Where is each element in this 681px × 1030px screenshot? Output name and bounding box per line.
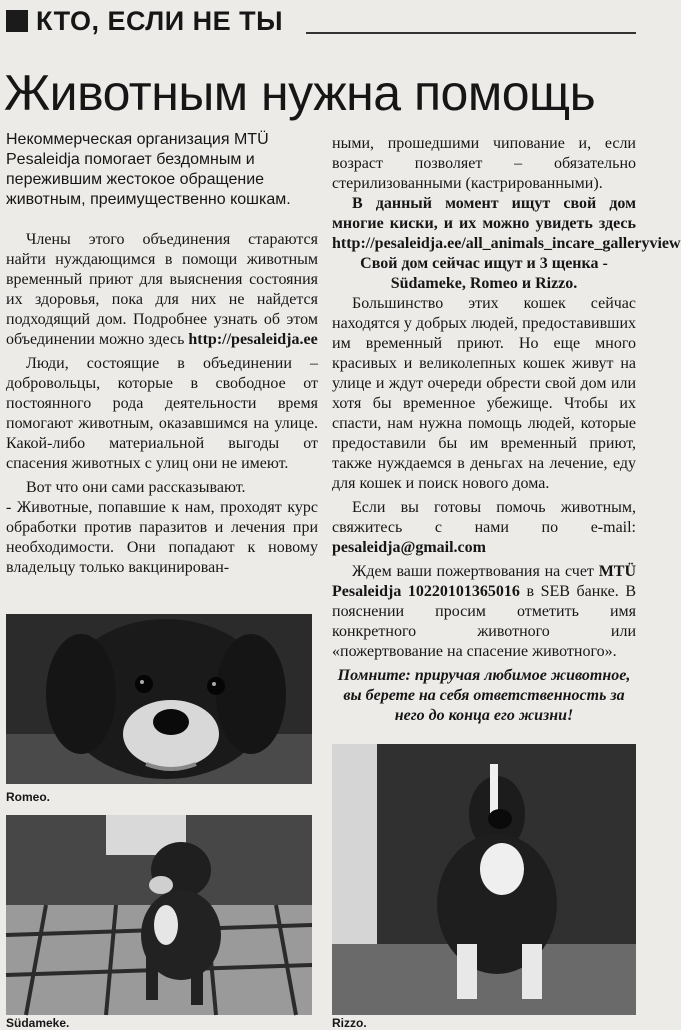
paragraph: Люди, состоящие в объединении – добровольцы, которые в свободное от постоянного рода деятельности время помогают животным, оказавшимся на улице. Какой-либо материальной выгоды от спасения животных с улиц они не имеют.	[6, 355, 318, 472]
puppy-rizzo-image	[332, 744, 636, 1015]
section-rubric	[6, 6, 636, 36]
puppy-romeo-image	[6, 614, 312, 784]
puppies-paragraph: Свой дом сейчас ищут и 3 щенка - Südameke, Romeo и Rizzo.	[360, 255, 608, 292]
rizzo-caption: Rizzo.	[332, 1016, 367, 1030]
romeo-caption: Romeo.	[6, 790, 51, 804]
paragraph	[332, 562, 636, 662]
article-headline: Животным нужна помощь	[4, 65, 596, 121]
article-column-2	[332, 134, 681, 726]
sudameke-caption: Südameke.	[6, 1016, 70, 1030]
paragraph-text: Если вы готовы помочь животным, свяжитесь с нами по e-mail:	[332, 499, 636, 536]
paragraph: Большинство этих кошек сейчас находятся у добрых людей, предоставивших им временный приют. Но еще много красивых и великолепных кошек живут на улице и ждут очереди обрести свой дом или хотя бы временное убежище. Чтобы их спасти, нам нужна помощь людей, которые предоставили бы им временный приют, также нуждаемся в деньгах на лечение, еду для кошек и поиск нового дома.	[332, 295, 636, 492]
paragraph-text: Ждем ваши пожертвования на счет	[352, 563, 594, 580]
puppy-sudameke-image	[6, 815, 312, 1015]
sudameke-photo	[6, 815, 312, 1015]
paragraph: ными, прошедшими чипование и, если возраст позволяет – обязательно стерилизованными (кастрированными).	[332, 135, 636, 192]
gallery-link-paragraph[interactable]: В данный момент ищут свой дом многие киски, и их можно увидеть здесь http://pesaleidja.ee/all_animals_incare_galleryview	[332, 195, 681, 252]
paragraph	[6, 230, 318, 350]
paragraph-text: в SEB банке. В пояснении просим отметить имя конкретного животного или «пожертвование на спасение животного».	[332, 583, 636, 660]
paragraph: - Животные, попавшие к нам, проходят курс обработки против паразитов и лечения при необходимости. Они попадают к новому владельцу только вакцинирован-	[6, 499, 318, 576]
rubric-rule	[306, 32, 636, 34]
lead-paragraph: Некоммерческая организация MTÜ Pesaleidja помогает бездомным и пережившим жестокое обращение животным, преимущественно кошкам.	[6, 131, 291, 208]
rubric-square-icon	[6, 10, 28, 32]
paragraph-text: Члены этого объединения стараются найти нуждающимся в помощи животным временный приют для выяснения состояния их здоровья, пока для них не найдется подходящий дом. Подробнее узнать об этом объединении можно здесь	[6, 231, 318, 348]
paragraph: Вот что они сами рассказывают.	[26, 479, 246, 496]
website-link[interactable]: http://pesaleidja.ee	[188, 331, 318, 348]
paragraph	[332, 498, 636, 558]
romeo-photo	[6, 614, 312, 784]
rizzo-photo	[332, 744, 636, 1015]
article-column-1	[6, 130, 318, 578]
rubric-label: КТО, ЕСЛИ НЕ ТЫ	[36, 6, 284, 36]
bank-account: MTÜ Pesaleidja 10220101365016	[332, 563, 637, 600]
email-link[interactable]: pesaleidja@gmail.com	[332, 539, 486, 556]
reminder-paragraph: Помните: приручая любимое животное, вы берете на себя ответственность за него до конца его жизни!	[337, 667, 631, 724]
